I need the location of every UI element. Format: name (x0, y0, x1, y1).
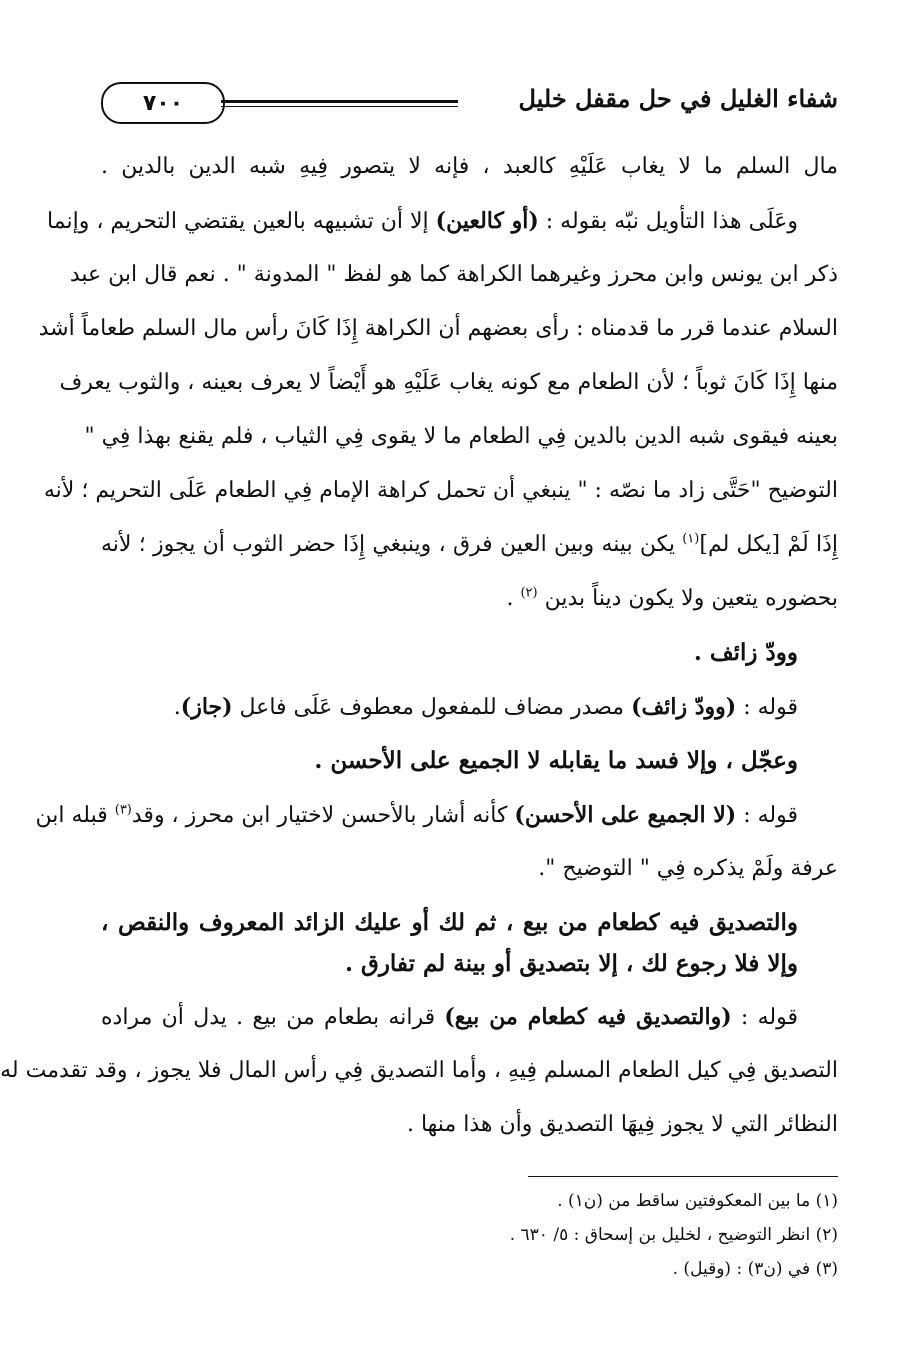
text-line (101, 518, 838, 572)
quoted-matn: (أو كالعين) (435, 208, 539, 234)
footnote-ref[interactable]: (٣) (114, 802, 132, 818)
matn-line: والتصديق فيه كطعام من بيع ، ثم لك أو عليك الزائد المعروف والنقص ، (101, 909, 798, 936)
footnote: (١) ما بين المعكوفتين ساقط من (ن١) . (557, 1191, 838, 1211)
text-line: منها إِذَا كَانَ ثوباً ؛ لأن الطعام مع كونه يغاب عَلَيْهِ هو أَيْضاً لا يعرف بعينه ، والثوب يعرف (59, 370, 838, 395)
text-line: ذكر ابن يونس وابن محرز وغيرهما الكراهة كما هو لفظ " المدونة " . نعم قال ابن عبد (69, 262, 838, 287)
footnote-ref[interactable]: (١) (682, 531, 700, 547)
text-line: بعينه فيقوى شبه الدين بالدين فِي الطعام ما لا يقوى فِي الثياب ، فلم يقنع بهذا فِي " (84, 424, 838, 449)
text-line: التوضيح "حَتَّى زاد ما نصّه : " ينبغي أن تحمل كراهة الإمام فِي الطعام عَلَى التحريم ؛ لأنه (43, 478, 838, 503)
commentary-line: النظائر التي لا يجوز فِيهَا التصديق وأن هذا منها . (406, 1112, 838, 1137)
footnotes (413, 1184, 838, 1286)
page-body (0, 140, 838, 1152)
commentary-line: عرفة ولَمْ يذكره فِي " التوضيح ". (538, 856, 838, 881)
quoted-matn: (والتصديق فيه كطعام من بيع) (444, 1004, 732, 1030)
commentary-line (101, 680, 838, 734)
text-line (47, 194, 838, 248)
text-span: وعَلَى هذا التأويل نبّه بقوله : (538, 209, 798, 234)
footnote: (٣) في (ن٣) : (وقيل) . (672, 1259, 838, 1279)
text-span: قبله ابن (35, 803, 115, 828)
header-rule (221, 100, 458, 107)
commentary-line (35, 788, 838, 842)
text-span: قرانه بطعام من بيع . يدل أن مراده (101, 1005, 445, 1030)
matn-line: وعجّل ، وإلا فسد ما يقابله لا الجميع على الأحسن . (314, 747, 798, 774)
text-line (101, 572, 838, 626)
text-span: إِذَا لَمْ [يكل لم] (699, 532, 838, 557)
commentary-line: التصديق فِي كيل الطعام المسلم فِيهِ ، وأما التصديق فِي رأس المال فلا يجوز ، وقد تقدمت له (0, 1058, 838, 1083)
footnote-ref[interactable]: (٢) (520, 585, 538, 601)
text-span: . (506, 586, 521, 611)
book-title: شفاء الغليل في حل مقفل خليل (518, 84, 838, 113)
footnote-separator (528, 1176, 838, 1177)
quoted-matn: (لا الجميع على الأحسن) (514, 802, 737, 828)
commentary-line (101, 990, 838, 1044)
text-span: مصدر مضاف للمفعول معطوف عَلَى فاعل (232, 695, 632, 720)
text-span: بحضوره يتعين ولا يكون ديناً بدين (537, 586, 838, 611)
text-line: السلام عندما قرر ما قدمناه : رأى بعضهم أن الكراهة إِذَا كَانَ رأس مال السلم طعاماً أشد (38, 316, 838, 341)
text-span: إلا أن تشبيهه بالعين يقتضي التحريم ، وإنما (47, 209, 436, 234)
matn-line: وإلا فلا رجوع لك ، إلا بتصديق أو بينة لم تفارق . (344, 950, 798, 977)
text-span: يكن بينه وبين العين فرق ، وينبغي إِذَا حضر الثوب أن يجوز ؛ لأنه (101, 532, 683, 557)
text-span: كأنه أشار بالأحسن لاختيار ابن محرز ، وقد (131, 803, 515, 828)
matn-line: وودّ زائف . (693, 639, 798, 666)
text-span: قوله : (736, 695, 798, 720)
text-span: قوله : (736, 803, 798, 828)
text-span: . (173, 695, 181, 720)
page-header (101, 78, 838, 128)
page-number: ٧٠٠ (142, 90, 184, 116)
quoted-matn: (وودّ زائف) (631, 694, 737, 720)
quoted-matn: (جاز) (180, 694, 233, 720)
page-number-badge (101, 82, 225, 124)
footnote: (٢) انظر التوضيح ، لخليل بن إسحاق : ٥/ ٦٣٠ . (509, 1225, 838, 1245)
text-span: قوله : (731, 1005, 798, 1030)
text-line: مال السلم ما لا يغاب عَلَيْهِ كالعبد ، فإنه لا يتصور فِيهِ شبه الدين بالدين . (101, 154, 838, 179)
